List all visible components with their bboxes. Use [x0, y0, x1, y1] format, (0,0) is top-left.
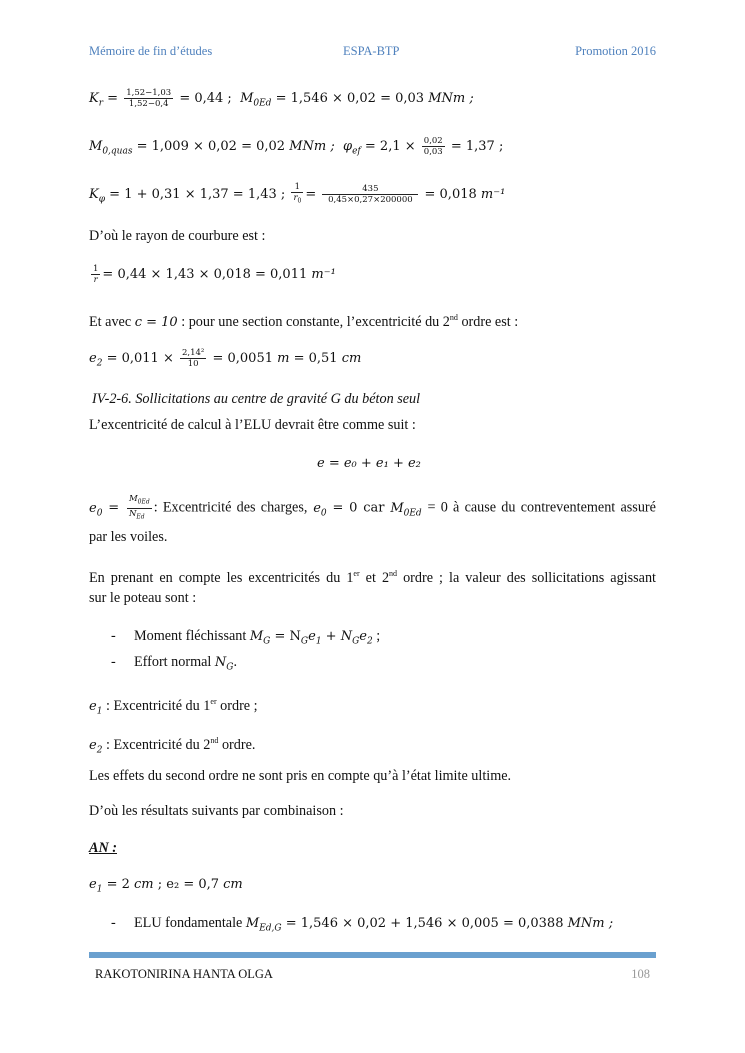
list-item: - ELU fondamentale $M_{Ed,G} = 1,546 \times 0,02 + 1,546 \times 0,005 = 0,0388$ MNm ;: [111, 915, 614, 934]
equation-e-sum: e = e₀ + e₁ + e₂: [317, 456, 421, 471]
list-item: - Effort normal $N_G$.: [111, 654, 238, 673]
paragraph-e0: $e_0$ = $\frac{M_{0Ed}}{N_{Ed}}$ : Excentricité des charges, $e_0 = 0$ car $M_{0Ed} = 0$ à cause du contreventement assuré: [89, 494, 656, 521]
paragraph-resultats: D’où les résultats suivants par combinaison :: [89, 803, 344, 819]
footer-author: RAKOTONIRINA HANTA OLGA: [95, 967, 273, 981]
list-item: - Moment fléchissant $M_G = N_Ge_1 + N_Ge_2$ ;: [111, 628, 381, 647]
equation-m0quas: $M_{0,quas} = 1,009 \times 0,02 = 0,02$ MNm ; $\varphi_{ef} = 2,1$ × $\frac{0,02}{0,03}$ = 1,37 ;: [89, 136, 504, 157]
paragraph-e1: $e_1$ : Excentricité du 1er ordre ;: [89, 697, 258, 717]
paragraph-prenant-cont: sur le poteau sont :: [89, 590, 197, 606]
header-center: ESPA-BTP: [343, 44, 400, 58]
header-left: Mémoire de fin d’études: [89, 44, 213, 58]
equation-kphi: $K_\varphi = 1 + 0,31 \times 1,37 = 1,43$ ; $\frac{1}{r_0}$ = $\frac{435}{0,45\times 0,27\times 200000}$ = 0,018 m⁻¹: [89, 182, 506, 205]
equation-kr: $K_r$ = $\frac{1,52-1,03}{1,52-0,4}$ = 0,44 ; $M_{0Ed} = 1,546 \times 0,02 = 0,03$ MNm ;: [89, 88, 474, 109]
paragraph-effets: Les effets du second ordre ne sont pris en compte qu’à l’état limite ultime.: [89, 768, 512, 784]
paragraph-prenant: En prenant en compte les excentricités du 1er et 2nd ordre ; la valeur des sollicitations agissant: [89, 569, 656, 586]
an-heading: AN :: [89, 840, 117, 856]
page-number: 108: [631, 967, 650, 981]
equation-rayon: $\frac{1}{r}$ = 0,44 × 1,43 × 0,018 = 0,011 m⁻¹: [93, 264, 336, 285]
footer-rule: [89, 952, 656, 958]
paragraph-e2: $e_2$ : Excentricité du 2nd ordre.: [89, 736, 256, 756]
paragraph-courbure: D’où le rayon de courbure est :: [89, 228, 266, 244]
paragraph-avec: Et avec c = 10 : pour une section constante, l’excentricité du 2nd ordre est :: [89, 313, 519, 330]
equation-e2: $e_2 = 0,011$ × $\frac{\text{2,14²}}{10}$ = 0,0051 m = 0,51 cm: [89, 348, 362, 369]
paragraph-excentricite: L’excentricité de calcul à l’ELU devrait être comme suit :: [89, 417, 416, 433]
header-right: Promotion 2016: [575, 44, 656, 58]
paragraph-e0-cont: par les voiles.: [89, 529, 168, 545]
section-title: IV-2-6. Sollicitations au centre de gravité G du béton seul: [92, 391, 421, 407]
equation-e1-e2: $e_1 = 2$ cm ; e₂ = 0,7 cm: [89, 877, 243, 895]
